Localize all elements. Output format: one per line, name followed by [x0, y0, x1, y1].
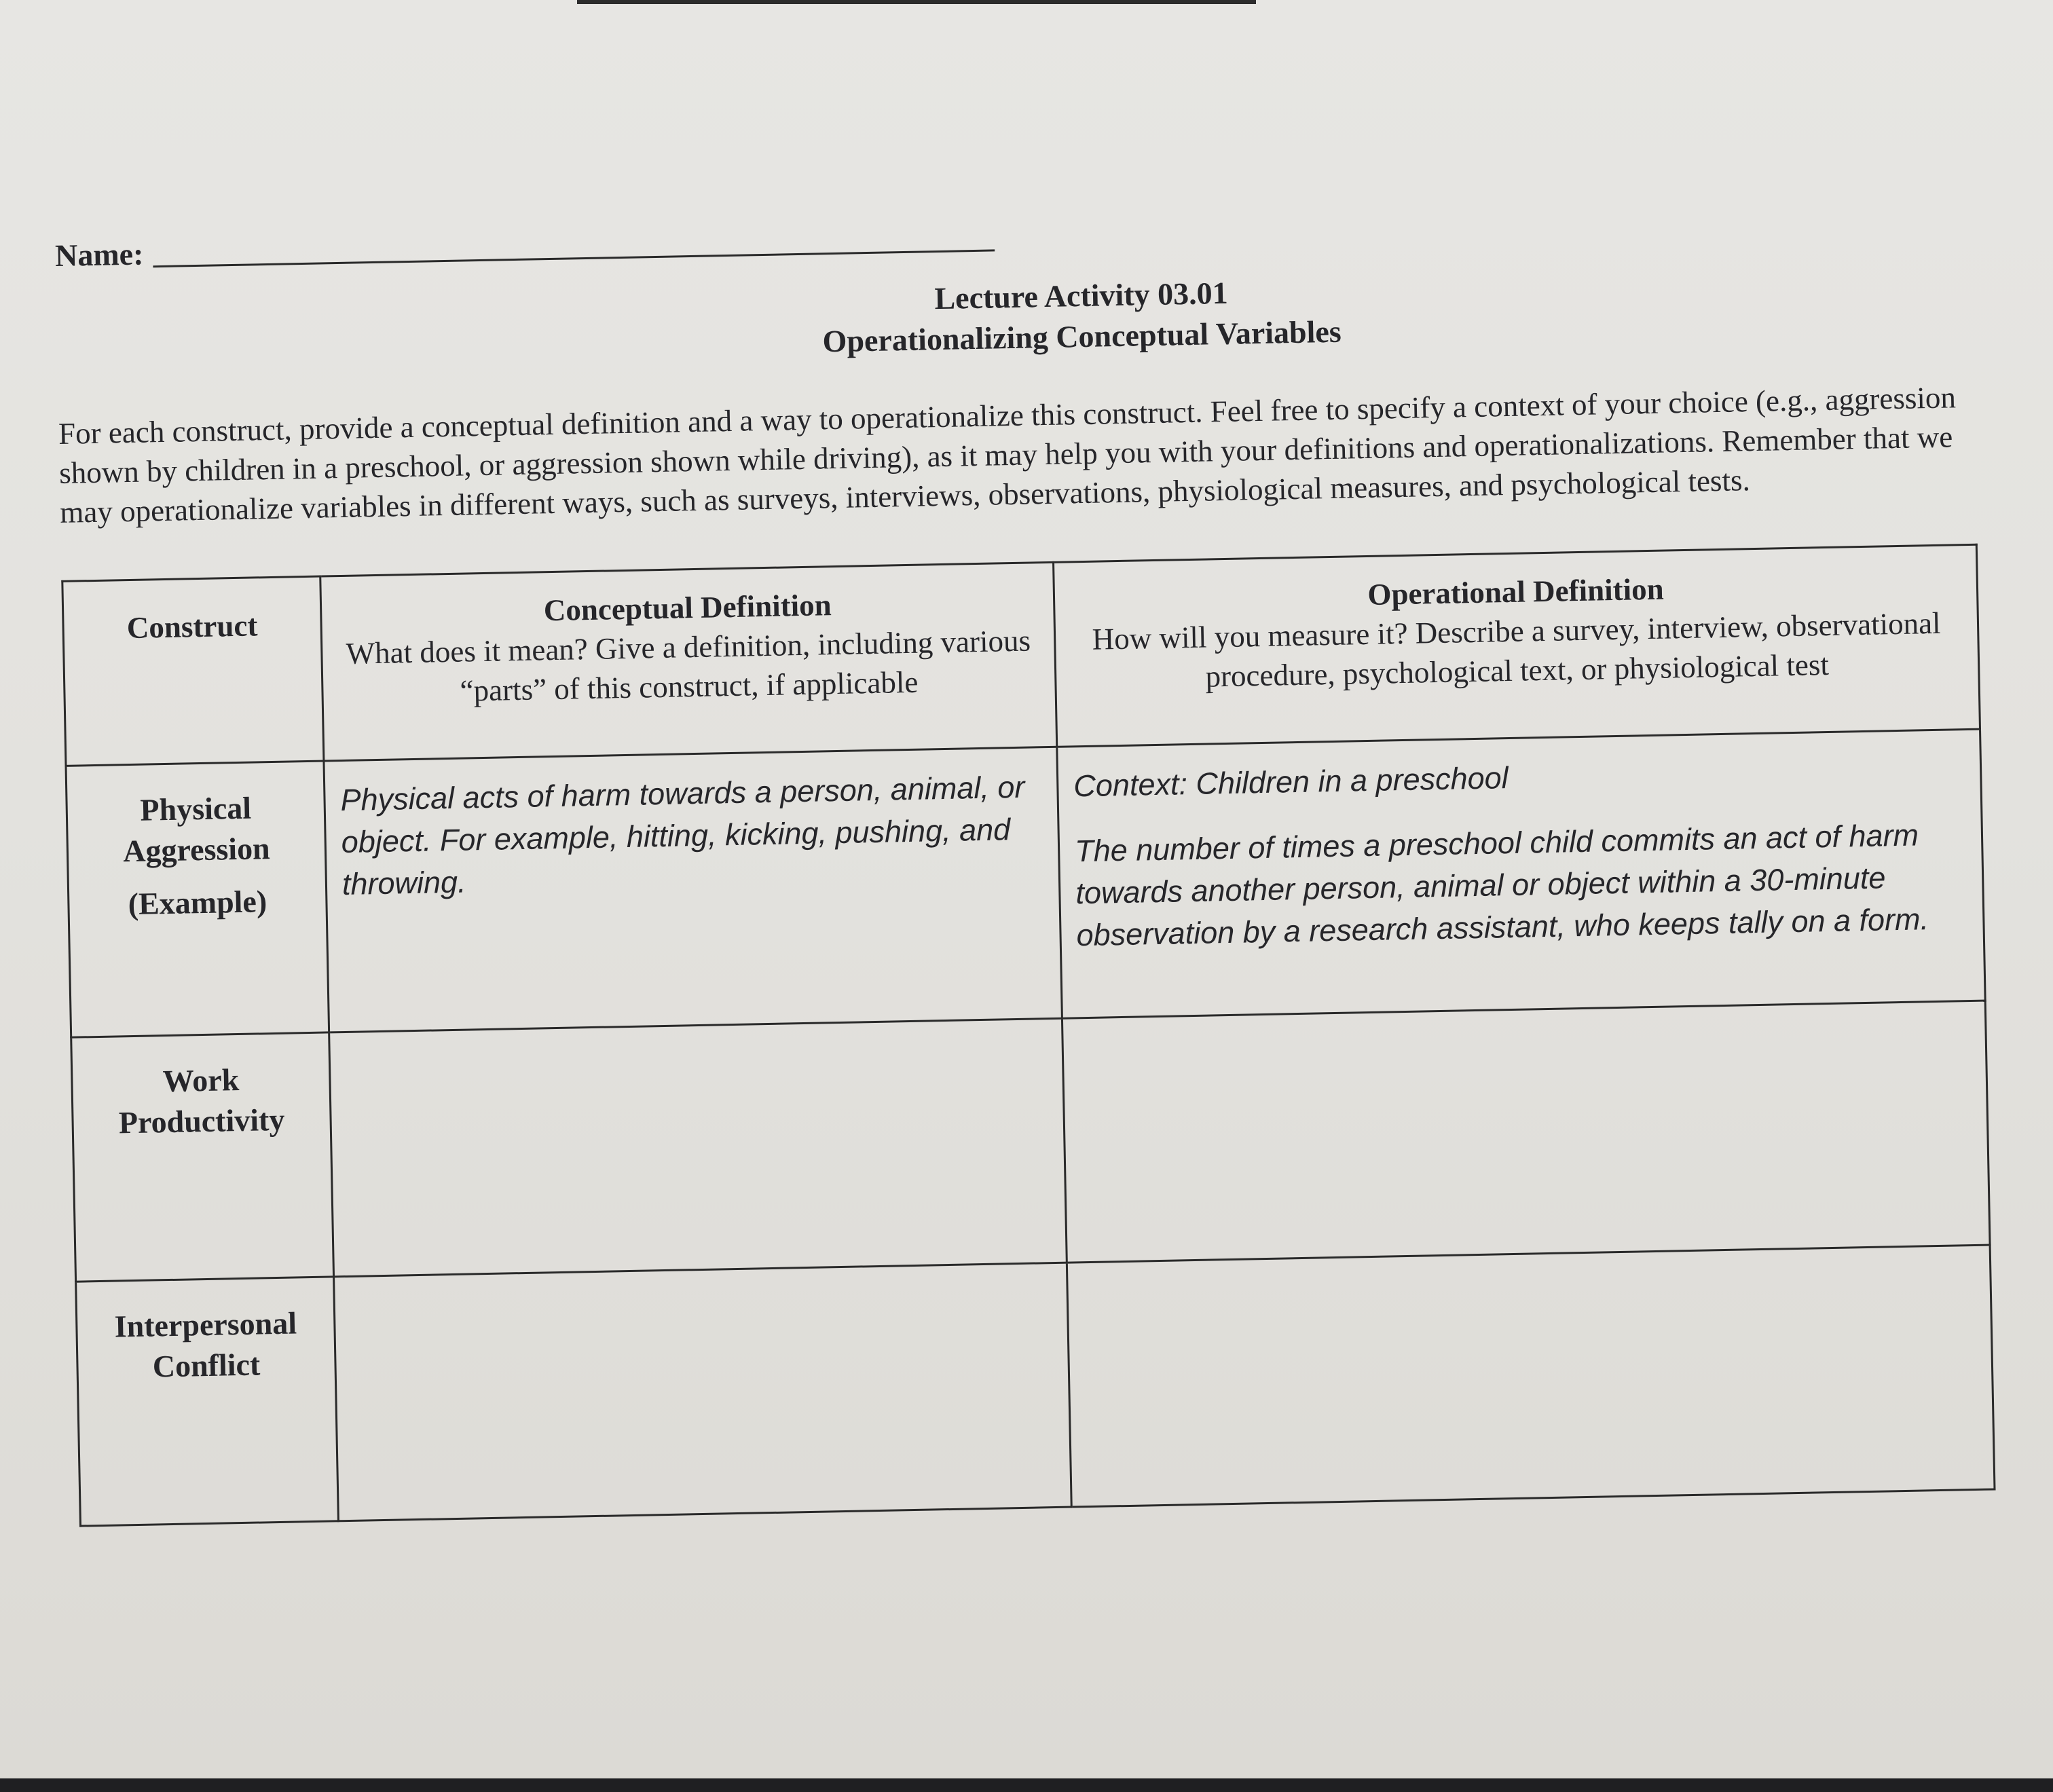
operational-definition-text: The number of times a preschool child commits an act of harm towards another person, animal or object within a 30-minute observation by a research assistant, who keeps tally on a form.: [1074, 817, 1929, 953]
worksheet-table: [61, 544, 1995, 1527]
table-row: [66, 729, 1985, 1037]
operational-definition-cell[interactable]: [1067, 1245, 1995, 1507]
conceptual-definition-text: [346, 1037, 1047, 1051]
paper-bottom-edge: [0, 1778, 2053, 1792]
conceptual-definition-text: [350, 1282, 1052, 1295]
construct-label-line-2: Conflict: [152, 1347, 261, 1384]
header-operational: [1054, 544, 1980, 747]
conceptual-definition-cell[interactable]: [324, 747, 1062, 1032]
conceptual-definition-cell[interactable]: [334, 1263, 1072, 1521]
header-conceptual-title: Conceptual Definition: [543, 588, 832, 628]
construct-label-line-1: Interpersonal: [114, 1305, 297, 1344]
conceptual-definition-cell[interactable]: [329, 1018, 1067, 1277]
table-row: [71, 1001, 1990, 1282]
operational-context-text: Context: Children in a preschool: [1073, 760, 1509, 804]
title-line-2: Operationalizing Conceptual Variables: [822, 314, 1342, 359]
conceptual-definition-text: Physical acts of harm towards a person, animal, or object. For example, hitting, kicking, pushing, and throwing.: [340, 769, 1025, 902]
operational-definition-text: [1078, 1020, 1969, 1037]
header-operational-title: Operational Definition: [1367, 572, 1665, 612]
name-label: Name:: [54, 236, 144, 273]
construct-cell: [66, 761, 329, 1037]
operational-definition-text: [1083, 1264, 1974, 1281]
header-operational-desc: How will you measure it? Describe a survey, interview, observational procedure, psychological text, or physiological test: [1092, 605, 1941, 694]
operational-definition-cell[interactable]: [1062, 1001, 1990, 1263]
title-line-1: Lecture Activity 03.01: [933, 275, 1229, 316]
instructions: For each construct, provide a conceptual definition and a way to operationalize this construct. Feel free to specify a context of your choice (e.g., aggression shown by children in a preschool, or aggression shown while driving), as it may help you with your definitions and operationalizations. Remember that we may operationalize variables in different ways, such as surveys, interviews, observations, physiological measures, and psychological tests.: [58, 380, 1957, 529]
construct-label-line-2: Productivity: [118, 1102, 285, 1140]
construct-label-line-2: Aggression: [122, 831, 271, 869]
paper-top-edge: [577, 0, 1256, 4]
header-conceptual-desc: What does it mean? Give a definition, including various “parts” of this construct, if applicable: [346, 623, 1031, 708]
table-row: [76, 1245, 1995, 1526]
construct-label-line-1: Physical: [140, 790, 252, 827]
header-conceptual: [320, 562, 1057, 761]
construct-cell: [76, 1277, 339, 1526]
table-header-row: [62, 544, 1980, 766]
construct-cell: [71, 1032, 334, 1282]
header-construct: Construct: [62, 576, 324, 766]
operational-definition-cell[interactable]: [1057, 729, 1985, 1018]
construct-label-line-1: Work: [162, 1062, 240, 1099]
construct-example-tag: (Example): [128, 884, 267, 922]
